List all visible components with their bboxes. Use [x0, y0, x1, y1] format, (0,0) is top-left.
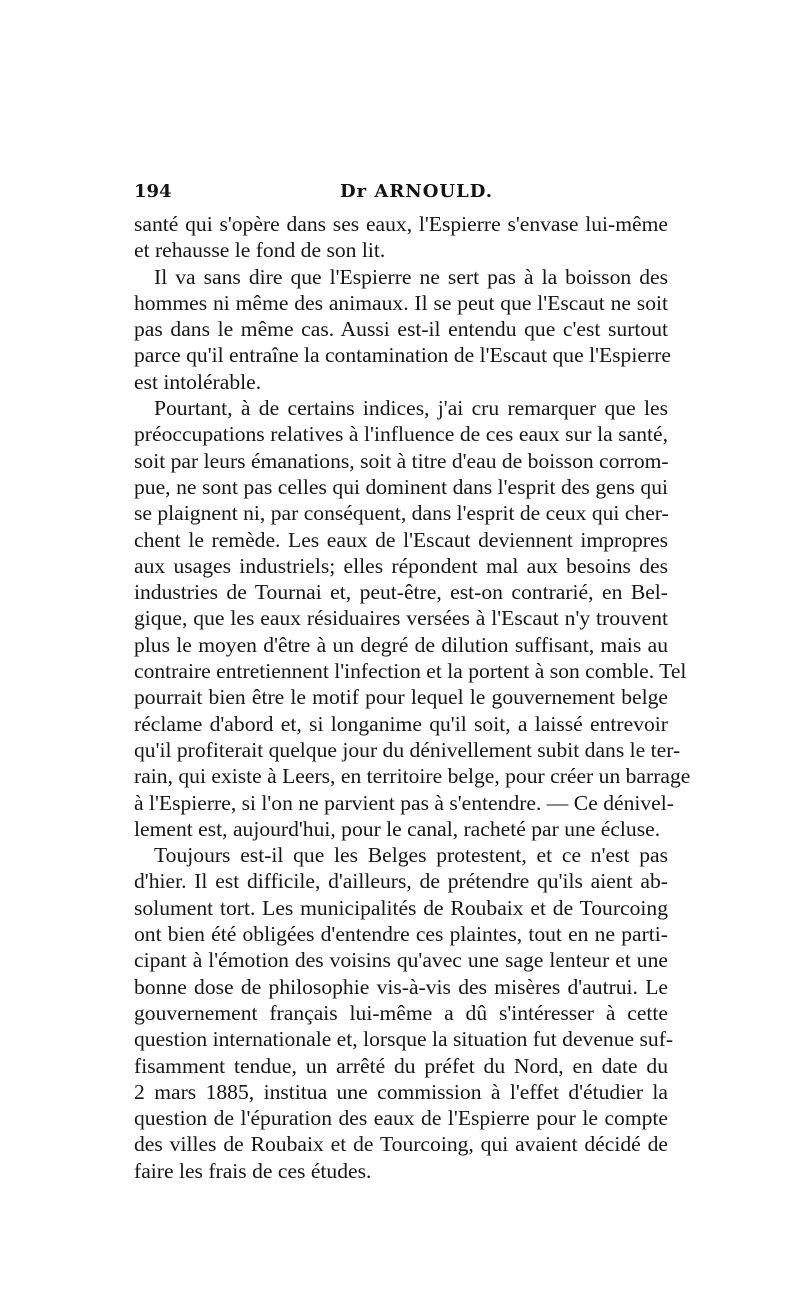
paragraph — [134, 264, 671, 395]
text-line: est intolérable. — [134, 369, 262, 394]
text-line: préoccupations relatives à l'influence de ces eaux sur la santé, — [134, 422, 668, 447]
text-line: question internationale et, lorsque la situation fut devenue suf- — [134, 1027, 674, 1052]
text-line: ont bien été obligées d'entendre ces plaintes, tout en ne parti- — [134, 922, 668, 947]
text-line: à l'Espierre, si l'on ne parvient pas à s'entendre. — Ce dénivel- — [134, 790, 674, 815]
paragraph — [134, 211, 668, 264]
text-line: Pourtant, à de certains indices, j'ai cru remarquer que les — [154, 396, 668, 421]
text-line: plus le moyen d'être à un degré de dilution suffisant, mais au — [134, 632, 668, 657]
text-line: d'hier. Il est difficile, d'ailleurs, de prétendre qu'ils aient ab- — [134, 869, 668, 894]
text-line: aux usages industriels; elles répondent mal aux besoins des — [134, 553, 668, 578]
body-text — [134, 211, 691, 1184]
text-line: soit par leurs émanations, soit à titre d'eau de boisson corrom- — [134, 448, 669, 473]
text-line: pas dans le même cas. Aussi est-il entendu que c'est surtout — [134, 317, 668, 342]
text-line: rain, qui existe à Leers, en territoire belge, pour créer un barrage — [134, 764, 691, 789]
text-line: cipant à l'émotion des voisins qu'avec une sage lenteur et une — [134, 948, 668, 973]
text-line: chent le remède. Les eaux de l'Escaut deviennent impropres — [134, 527, 668, 552]
running-head: Dr ARNOULD. — [340, 181, 494, 202]
text-line: pourrait bien être le motif pour lequel le gouvernement belge — [134, 685, 668, 710]
text-line: Toujours est-il que les Belges protestent, et ce n'est pas — [154, 843, 668, 868]
text-line: industries de Tournai et, peut-être, est-on contrarié, en Bel- — [134, 580, 668, 605]
text-line: gique, que les eaux résiduaires versées à l'Escaut n'y trouvent — [134, 606, 668, 631]
text-line: fisamment tendue, un arrêté du préfet du Nord, en date du — [134, 1053, 668, 1078]
paragraph — [134, 842, 674, 1184]
text-line: se plaignent ni, par conséquent, dans l'esprit de ceux qui cher- — [134, 501, 669, 526]
text-line: des villes de Roubaix et de Tourcoing, qui avaient décidé de — [134, 1132, 668, 1157]
page-header — [134, 181, 668, 211]
text-line: faire les frais de ces études. — [134, 1158, 372, 1183]
text-line: solument tort. Les municipalités de Roubaix et de Tourcoing — [134, 895, 668, 920]
text-line: réclame d'abord et, si longanime qu'il soit, a laissé entrevoir — [134, 711, 668, 736]
page-number: 194 — [134, 181, 172, 202]
text-line: gouvernement français lui-même a dû s'intéresser à cette — [134, 1000, 668, 1025]
text-line: question de l'épuration des eaux de l'Espierre pour le compte — [134, 1106, 668, 1131]
text-line: pue, ne sont pas celles qui dominent dans l'esprit des gens qui — [134, 474, 668, 499]
text-line: parce qu'il entraîne la contamination de l'Escaut que l'Espierre — [134, 343, 671, 368]
text-line: hommes ni même des animaux. Il se peut que l'Escaut ne soit — [134, 290, 668, 315]
text-line: santé qui s'opère dans ses eaux, l'Espierre s'envase lui-même — [134, 212, 668, 236]
text-line: bonne dose de philosophie vis-à-vis des misères d'autrui. Le — [134, 974, 668, 999]
paragraph — [134, 395, 691, 842]
text-line: lement est, aujourd'hui, pour le canal, racheté par une écluse. — [134, 816, 661, 841]
text-line: qu'il profiterait quelque jour du dénivellement subit dans le ter- — [134, 737, 681, 762]
text-line: contraire entretiennent l'infection et la portent à son comble. Tel — [134, 659, 687, 684]
text-line: et rehausse le fond de son lit. — [134, 238, 386, 263]
text-line: 2 mars 1885, institua une commission à l'effet d'étudier la — [134, 1079, 668, 1104]
text-line: Il va sans dire que l'Espierre ne sert pas à la boisson des — [154, 264, 668, 289]
